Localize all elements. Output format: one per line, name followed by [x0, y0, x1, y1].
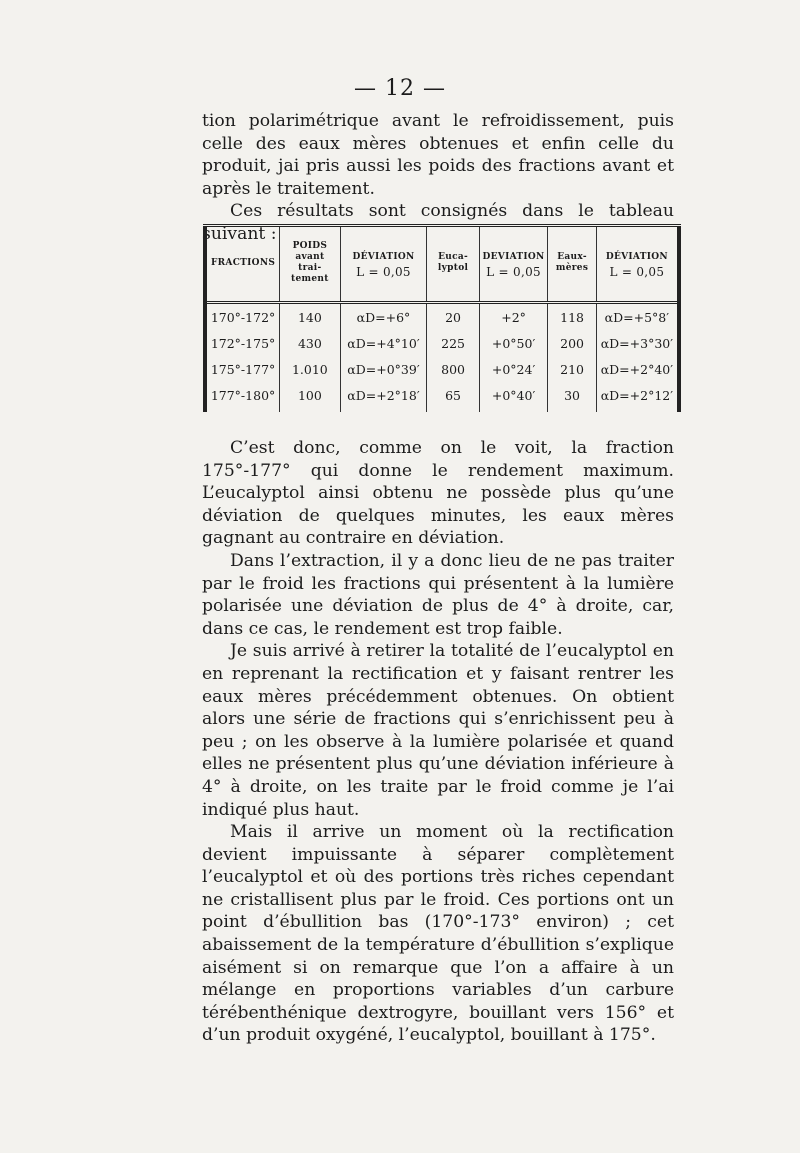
table-cell: 30 — [548, 382, 596, 412]
column-header: DEVIATION L = 0,05 — [479, 227, 548, 303]
table-cell: αD=+2°40′ — [596, 356, 679, 382]
table-row — [205, 303, 679, 331]
table-cell: αD=+4°10′ — [340, 330, 427, 356]
table-cell: 177°-180° — [210, 387, 276, 403]
page-number: — 12 — — [354, 76, 446, 101]
table-cell: 175°-177° — [210, 361, 276, 377]
table-cell: αD=+5°8′ — [596, 303, 679, 331]
table-cell: 1.010 — [280, 356, 341, 382]
table-cell: +0°50′ — [479, 330, 548, 356]
table-cell: +0°40′ — [479, 382, 548, 412]
table-header-row — [205, 227, 679, 303]
table-cell: 210 — [548, 356, 596, 382]
paragraph: Ces résultats sont consignés dans le tableau suivant : — [202, 201, 674, 244]
column-header: Euca- lyptol — [427, 227, 479, 303]
table-cell: +0°24′ — [479, 356, 548, 382]
table-cell: αD=+2°12′ — [596, 382, 679, 412]
paragraph: C’est donc, comme on le voit, la fraction 175°-177° qui donne le rendement maximum. L’eucalyptol ainsi obtenu ne possède plus qu’une déviation de quelques minutes, les eaux mères gagnant au contraire en déviation. — [202, 438, 674, 549]
table-row — [205, 356, 679, 382]
table-cell: 170°-172° — [210, 309, 276, 325]
column-header: DÉVIATION L = 0,05 — [340, 227, 427, 303]
paragraph: tion polarimétrique avant le refroidissement, puis celle des eaux mères obtenues et enfin celle du produit, jai pris aussi les poids des fractions avant et après le traitement. — [202, 111, 674, 199]
column-header: POIDS avant trai- tement — [280, 227, 341, 303]
table-cell: 100 — [280, 382, 341, 412]
column-header: Eaux- mères — [548, 227, 596, 303]
table-cell: 200 — [548, 330, 596, 356]
table-cell: αD=+6° — [340, 303, 427, 331]
table-cell: 65 — [427, 382, 479, 412]
table-cell: αD=+2°18′ — [340, 382, 427, 412]
table-row — [205, 330, 679, 356]
table-cell: 225 — [427, 330, 479, 356]
paragraph: Mais il arrive un moment où la rectification devient impuissante à séparer complètement l’eucalyptol et où des portions très riches cependant ne cristallisent plus par le froid. Ces portions ont un point d’ébullition bas (170°-173° environ) ; cet abaissement de la température d’ébullition s’explique aisément si on remarque que l’on a affaire à un mélange en proportions variables d’un carbure térébenthénique dextrogyre, bouillant vers 156° et d’un produit oxygéné, l’eucalyptol, bouillant à 175°. — [202, 822, 674, 1046]
column-header: DÉVIATION L = 0,05 — [596, 227, 679, 303]
table-cell: +2° — [479, 303, 548, 331]
results-table — [203, 224, 681, 412]
column-header: FRACTIONS — [205, 227, 280, 303]
table-cell: αD=+3°30′ — [596, 330, 679, 356]
body-text — [202, 437, 674, 1047]
paragraph: Dans l’extraction, il y a donc lieu de ne pas traiter par le froid les fractions qui présentent à la lumière polarisée une déviation de plus de 4° à droite, car, dans ce cas, le rendement est trop faible. — [202, 550, 674, 639]
table-cell: 140 — [280, 303, 341, 331]
table-cell: 172°-175° — [210, 335, 276, 351]
table-cell: 118 — [548, 303, 596, 331]
table-cell: 800 — [427, 356, 479, 382]
paragraph: Je suis arrivé à retirer la totalité de l’eucalyptol en en reprenant la rectification et y faisant rentrer les eaux mères précédemment obtenues. On obtient alors une série de fractions qui s’enrichissent peu à peu ; on les observe à la lumière polarisée et quand elles ne présentent plus qu’une déviation inférieure à 4° à droite, on les traite par le froid comme je l’ai indiqué plus haut. — [202, 641, 674, 820]
table-row — [205, 382, 679, 412]
table-cell: 430 — [280, 330, 341, 356]
table-cell: 20 — [427, 303, 479, 331]
table-cell: αD=+0°39′ — [340, 356, 427, 382]
